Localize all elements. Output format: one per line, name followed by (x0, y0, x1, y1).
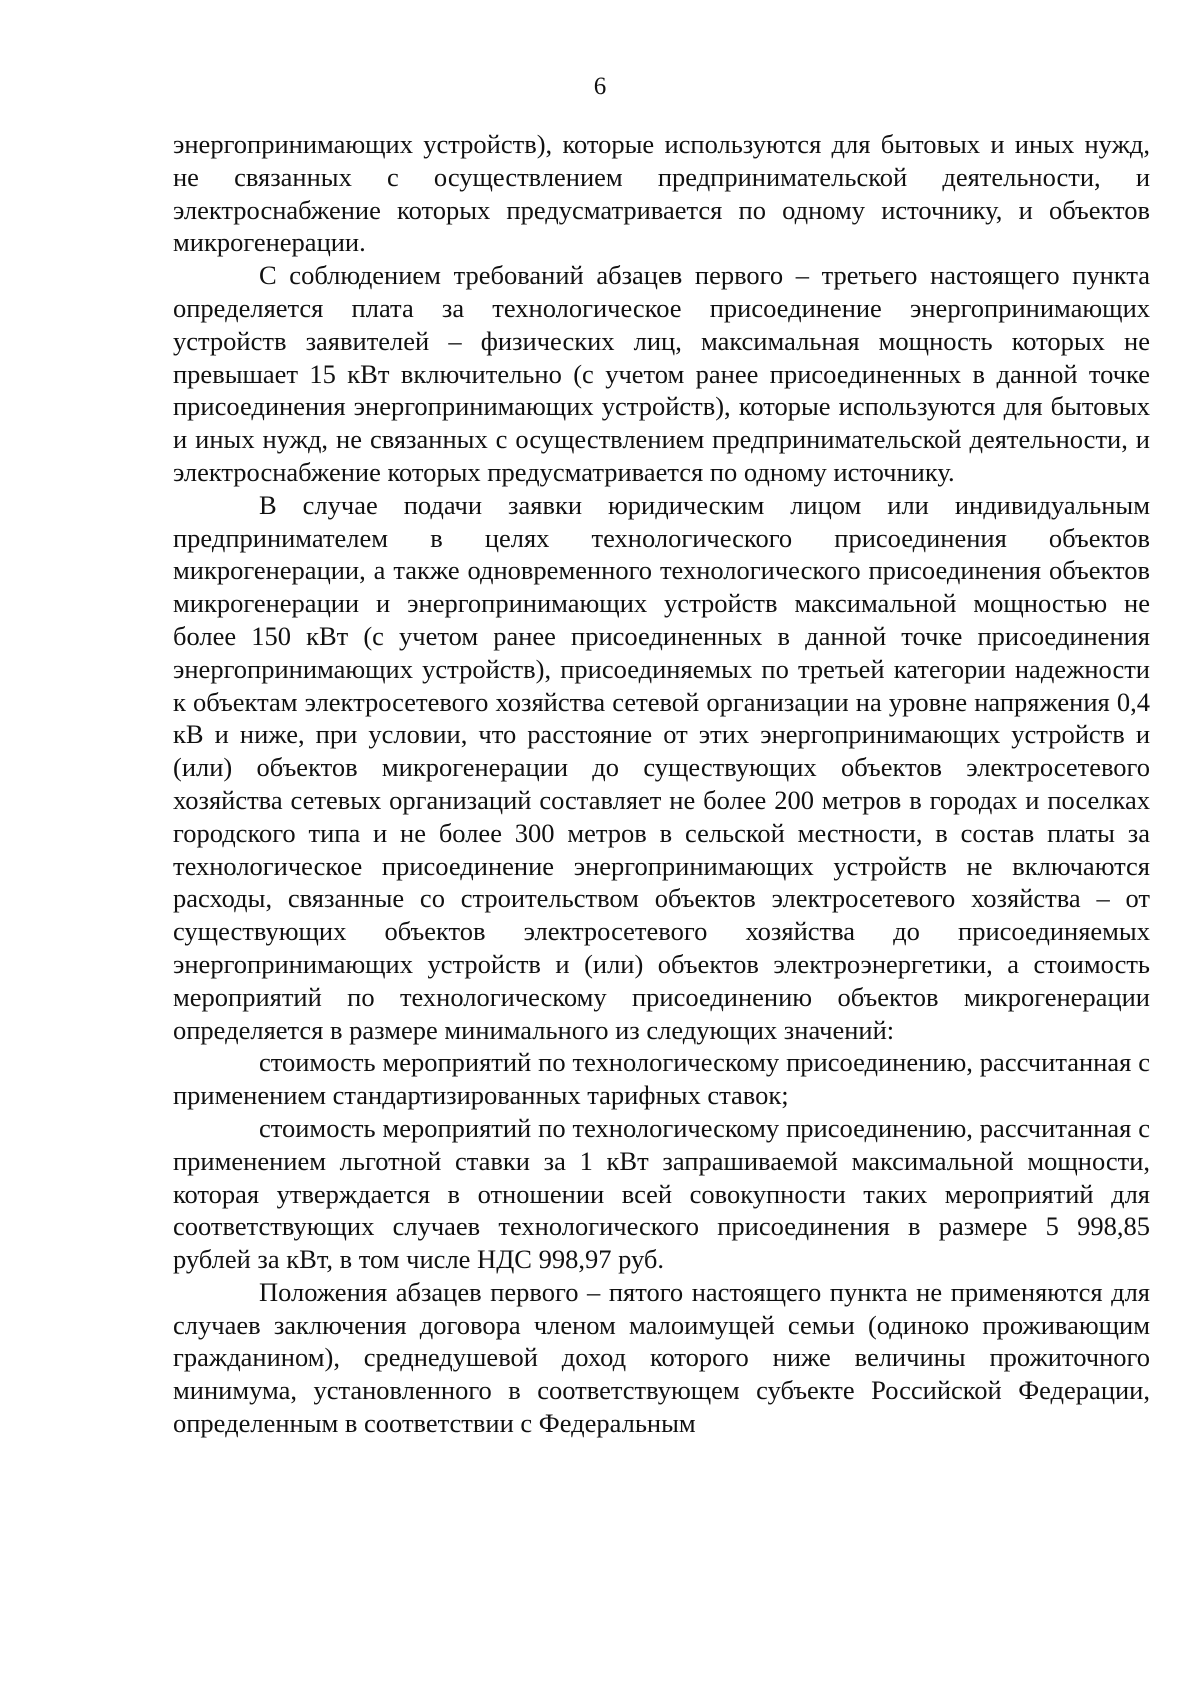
paragraph: В случае подачи заявки юридическим лицом или индивидуальным предпринимателем в целях технологического присоединения объектов микрогенерации, а также одновременного технологического присоединения объектов микрогенерации и энергопринимающих устройств максимальной мощностью не более 150 кВт (с учетом ранее присоединенных в данной точке присоединения энергопринимающих устройств), присоединяемых по третьей категории надежности к объектам электросетевого хозяйства сетевой организации на уровне напряжения 0,4 кВ и ниже, при условии, что расстояние от этих энергопринимающих устройств и (или) объектов микрогенерации до существующих объектов электросетевого хозяйства сетевых организаций составляет не более 200 метров в городах и поселках городского типа и не более 300 метров в сельской местности, в состав платы за технологическое присоединение энергопринимающих устройств не включаются расходы, связанные со строительством объектов электросетевого хозяйства – от существующих объектов электросетевого хозяйства до присоединяемых энергопринимающих устройств и (или) объектов электроэнергетики, а стоимость мероприятий по технологическому присоединению объектов микрогенерации определяется в размере минимального из следующих значений: (173, 489, 1150, 1045)
paragraph: С соблюдением требований абзацев первого – третьего настоящего пункта определяется плата за технологическое присоединение энергопринимающих устройств заявителей – физических лиц, максимальная мощность которых не превышает 15 кВт включительно (с учетом ранее присоединенных в данной точке присоединения энергопринимающих устройств), которые используются для бытовых и иных нужд, не связанных с осуществлением предпринимательской деятельности, и электроснабжение которых предусматривается по одному источнику. (173, 260, 1150, 487)
page-number: 6 (593, 73, 607, 100)
paragraph: Положения абзацев первого – пятого настоящего пункта не применяются для случаев заключения договора членом малоимущей семьи (одиноко проживающим гражданином), среднедушевой доход которого ниже величины прожиточного минимума, установленного в соответствующем субъекте Российской Федерации, определенным в соответствии с Федеральным (173, 1276, 1150, 1439)
paragraph: стоимость мероприятий по технологическому присоединению, рассчитанная с применением стандартизированных тарифных ставок; (173, 1047, 1150, 1111)
paragraph: стоимость мероприятий по технологическому присоединению, рассчитанная с применением льготной ставки за 1 кВт запрашиваемой максимальной мощности, которая утверждается в отношении всей совокупности таких мероприятий для соответствующих случаев технологического присоединения в размере 5 998,85 рублей за кВт, в том числе НДС 998,97 руб. (173, 1112, 1150, 1275)
document-body (173, 128, 1150, 1440)
paragraph: энергопринимающих устройств), которые используются для бытовых и иных нужд, не связанных с осуществлением предпринимательской деятельности, и электроснабжение которых предусматривается по одному источнику, и объектов микрогенерации. (173, 129, 1150, 258)
